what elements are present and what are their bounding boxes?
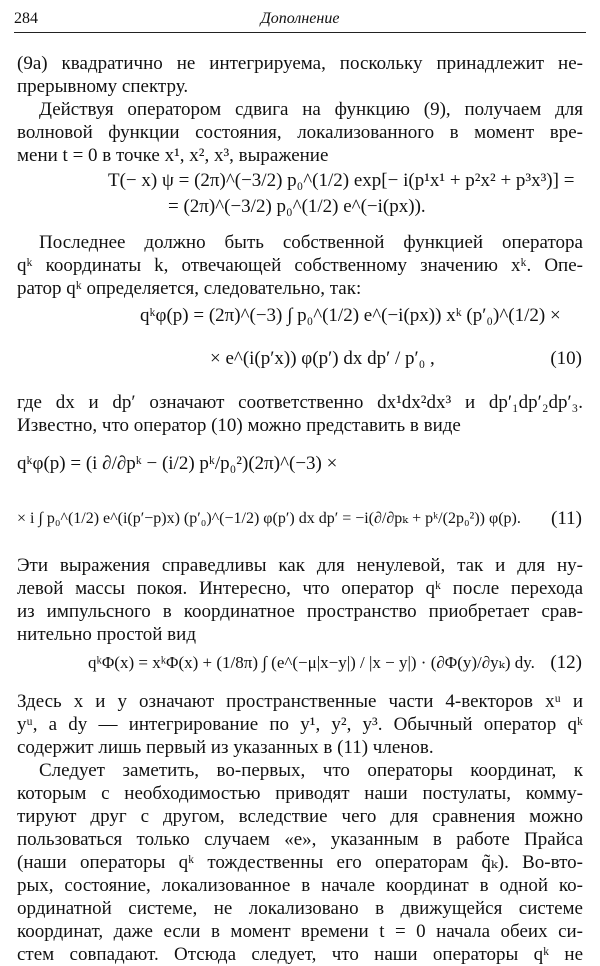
equation-shift-1: T(− x) ψ = (2π)^(−3/2) p₀^(1/2) exp[− i(p¹x¹ + p²x² + p³x³)] = <box>108 170 575 191</box>
text-line: Известно, что оператор (10) можно представить в виде <box>17 415 461 436</box>
text-line: мени t = 0 в точке x¹, x², x³, выражение <box>17 145 329 166</box>
text-line: тируют друг с другом, вследствие чего для сравнения можно <box>17 806 583 827</box>
text-line: ординатной системе, не локализовано в движущейся системе <box>17 898 583 919</box>
text-line: Последнее должно быть собственной функцией оператора <box>39 232 583 253</box>
running-title: Дополнение <box>260 10 340 27</box>
text-line: нительно простой вид <box>17 624 196 645</box>
equation-number-11: (11) <box>551 508 582 529</box>
text-line: Здесь x и y означают пространственные части 4-векторов xᵘ и <box>17 691 583 712</box>
text-line: рых, состояние, локализованное в начале координат в одной ко- <box>17 875 583 896</box>
page-header <box>14 8 586 33</box>
text-line: где dx и dp′ означают соответственно dx¹dx²dx³ и dp′₁dp′₂dp′₃. <box>17 392 583 413</box>
equation-11-line-2: × i ∫ p₀^(1/2) e^(i(p′−p)x) (p′₀)^(−1/2) φ(p′) dx dp′ = −i(∂/∂pₖ + pᵏ/(2p₀²)) φ(p). <box>17 510 521 527</box>
text-line: Действуя оператором сдвига на функцию (9), получаем для <box>39 99 583 120</box>
text-line: волновой функции состояния, локализованного в момент вре- <box>17 122 583 143</box>
text-line: ратор qᵏ определяется, следовательно, так: <box>17 278 362 299</box>
page-number: 284 <box>14 10 38 27</box>
text-line: координат, даже если в момент времени t = 0 начала обеих си- <box>17 921 583 942</box>
text-line: прерывному спектру. <box>17 76 189 97</box>
text-line: которым с необходимостью приводят наши постулаты, комму- <box>17 783 583 804</box>
text-line: Эти выражения справедливы как для ненулевой, так и для ну- <box>17 555 583 576</box>
text-line: (наши операторы qᵏ тождественны его операторам q̃ₖ). Во-вто- <box>17 852 583 873</box>
equation-shift-2: = (2π)^(−3/2) p₀^(1/2) e^(−i(px)). <box>168 196 426 217</box>
text-line: yᵘ, а dy — интегрирование по y¹, y², y³. Обычный оператор qᵏ <box>17 714 583 735</box>
equation-10-line-1: qᵏφ(p) = (2π)^(−3) ∫ p₀^(1/2) e^(−i(px)) xᵏ (p′₀)^(1/2) × <box>140 305 561 326</box>
equation-number-10: (10) <box>550 348 582 369</box>
text-line: пользоваться только случаем «е», указанным в работе Прайса <box>17 829 583 850</box>
text-line: из импульсного в координатное пространство приобретает срав- <box>17 601 583 622</box>
equation-12: qᵏΦ(x) = xᵏΦ(x) + (1/8π) ∫ (e^(−μ|x−y|) / |x − y|) · (∂Φ(y)/∂yₖ) dy. <box>88 653 535 672</box>
text-line: qᵏ координаты k, отвечающей собственному значению xᵏ. Опе- <box>17 255 583 276</box>
text-line: Следует заметить, во-первых, что операторы координат, к <box>39 760 583 781</box>
text-line: левой массы покоя. Интересно, что оператор qᵏ после перехода <box>17 578 583 599</box>
equation-11-line-1: qᵏφ(p) = (i ∂/∂pᵏ − (i/2) pᵏ/p₀²)(2π)^(−3) × <box>17 453 338 474</box>
equation-number-12: (12) <box>550 652 582 673</box>
equation-10-line-2: × e^(i(p′x)) φ(p′) dx dp′ / p′₀ , <box>210 348 435 369</box>
text-line: стем совпадают. Отсюда следует, что наши операторы qᵏ не <box>17 944 583 965</box>
text-line: содержит лишь первый из указанных в (11) членов. <box>17 737 434 758</box>
text-line: (9а) квадратично не интегрируема, поскольку принадлежит не- <box>17 53 583 74</box>
